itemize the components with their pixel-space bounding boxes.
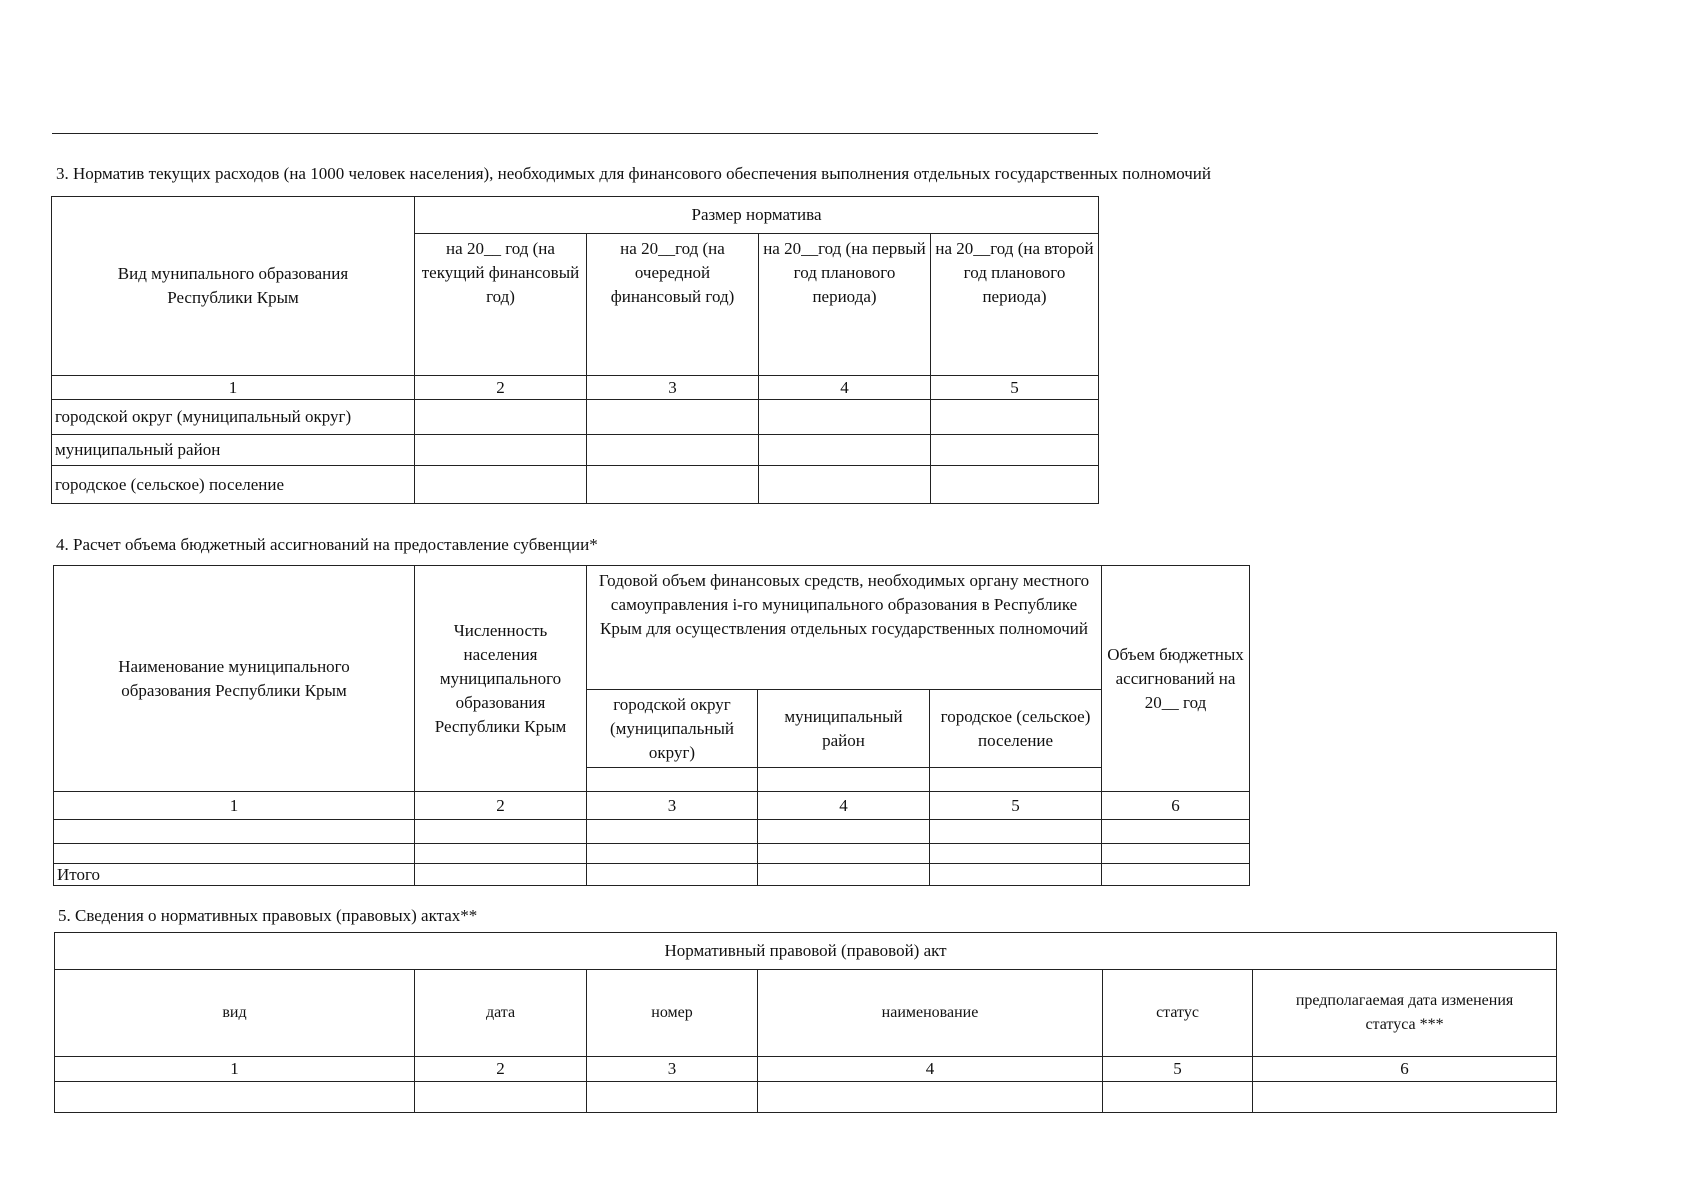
annual-volume-header: Годовой объем финансовых средств, необходимых органу местного самоуправления i-го муниципального образования в Республике Крым для осуществления отдельных государственных полномочий: [587, 566, 1102, 690]
table-cell: [930, 864, 1102, 886]
col-number: 1: [54, 792, 415, 820]
table-cell: [759, 400, 931, 435]
legal-act-header: Нормативный правовой (правовой) акт: [55, 933, 1557, 970]
col-number: 5: [931, 376, 1099, 400]
table-cell: [1102, 820, 1250, 844]
table-cell: [1253, 1082, 1557, 1113]
table-cell: [587, 820, 758, 844]
table-cell: [587, 400, 759, 435]
col-kind: вид: [55, 970, 415, 1057]
table-cell: [415, 435, 587, 466]
table-cell: [587, 864, 758, 886]
col-number: 2: [415, 376, 587, 400]
table-cell: [587, 844, 758, 864]
top-rule: [52, 133, 1098, 134]
table-cell: [54, 820, 415, 844]
col-number: 4: [759, 376, 931, 400]
col-expected-status-change: предполагаемая дата изменения статуса ***: [1253, 970, 1557, 1057]
col-year-next: на 20__год (на очередной финансовый год): [587, 234, 759, 376]
col-number: 6: [1253, 1057, 1557, 1082]
table-cell: [587, 768, 758, 792]
col-status: статус: [1103, 970, 1253, 1057]
col-year-plan-1: на 20__год (на первый год планового периода): [759, 234, 931, 376]
table-cell: [931, 400, 1099, 435]
table-cell: [931, 466, 1099, 504]
col-title: наименование: [758, 970, 1103, 1057]
section-5-title: 5. Сведения о нормативных правовых (правовых) актах**: [58, 906, 478, 925]
table-cell: [415, 400, 587, 435]
col-number: 3: [587, 376, 759, 400]
norm-table: [51, 196, 1099, 504]
col-number: 1: [55, 1057, 415, 1082]
col-city-district: городской округ (муниципальный округ): [587, 690, 758, 768]
table-cell: [930, 820, 1102, 844]
col-population: Численность населения муниципального образования Республики Крым: [415, 566, 587, 792]
table-cell: [587, 1082, 758, 1113]
row-label: городской округ (муниципальный округ): [52, 400, 415, 435]
table-cell: [1102, 844, 1250, 864]
table-cell: [759, 435, 931, 466]
table-cell: [758, 1082, 1103, 1113]
table-cell: [758, 864, 930, 886]
col-number: 3: [587, 1057, 758, 1082]
col-number: 6: [1102, 792, 1250, 820]
col-budget-volume: Объем бюджетных ассигнований на 20__ год: [1102, 566, 1250, 792]
table-cell: [931, 435, 1099, 466]
total-label: Итого: [54, 864, 415, 886]
table-cell: [758, 844, 930, 864]
section-3-title: 3. Норматив текущих расходов (на 1000 человек населения), необходимых для финансового обеспечения выполнения отдельных государственных полномочий: [56, 164, 1212, 183]
col-municipality-type: Вид мунипального образования Республики Крым: [52, 197, 415, 376]
table-cell: [415, 466, 587, 504]
table-cell: [415, 820, 587, 844]
table-cell: [930, 768, 1102, 792]
table-cell: [415, 864, 587, 886]
col-number: 3: [587, 792, 758, 820]
col-date: дата: [415, 970, 587, 1057]
table-cell: [758, 820, 930, 844]
subvention-table: [53, 565, 1250, 886]
table-cell: [759, 466, 931, 504]
col-number: 4: [758, 792, 930, 820]
col-number: 4: [758, 1057, 1103, 1082]
norm-size-header: Размер норматива: [415, 197, 1099, 234]
table-cell: [1103, 1082, 1253, 1113]
col-year-plan-2: на 20__год (на второй год планового периода): [931, 234, 1099, 376]
table-cell: [1102, 864, 1250, 886]
table-cell: [930, 844, 1102, 864]
col-number: 2: [415, 792, 587, 820]
col-number: 2: [415, 1057, 587, 1082]
table-cell: [55, 1082, 415, 1113]
table-cell: [587, 435, 759, 466]
section-4-title: 4. Расчет объема бюджетный ассигнований на предоставление субвенции*: [56, 535, 598, 554]
table-cell: [415, 844, 587, 864]
table-cell: [415, 1082, 587, 1113]
row-label: городское (сельское) поселение: [52, 466, 415, 504]
col-number: 1: [52, 376, 415, 400]
col-number: 5: [930, 792, 1102, 820]
col-settlement: городское (сельское) поселение: [930, 690, 1102, 768]
table-cell: [54, 844, 415, 864]
col-year-current: на 20__ год (на текущий финансовый год): [415, 234, 587, 376]
col-municipal-district: муниципальный район: [758, 690, 930, 768]
col-municipality-name: Наименование муниципального образования Республики Крым: [54, 566, 415, 792]
col-number-of-act: номер: [587, 970, 758, 1057]
row-label: муниципальный район: [52, 435, 415, 466]
table-cell: [758, 768, 930, 792]
table-cell: [587, 466, 759, 504]
col-number: 5: [1103, 1057, 1253, 1082]
legal-acts-table: [54, 932, 1557, 1113]
